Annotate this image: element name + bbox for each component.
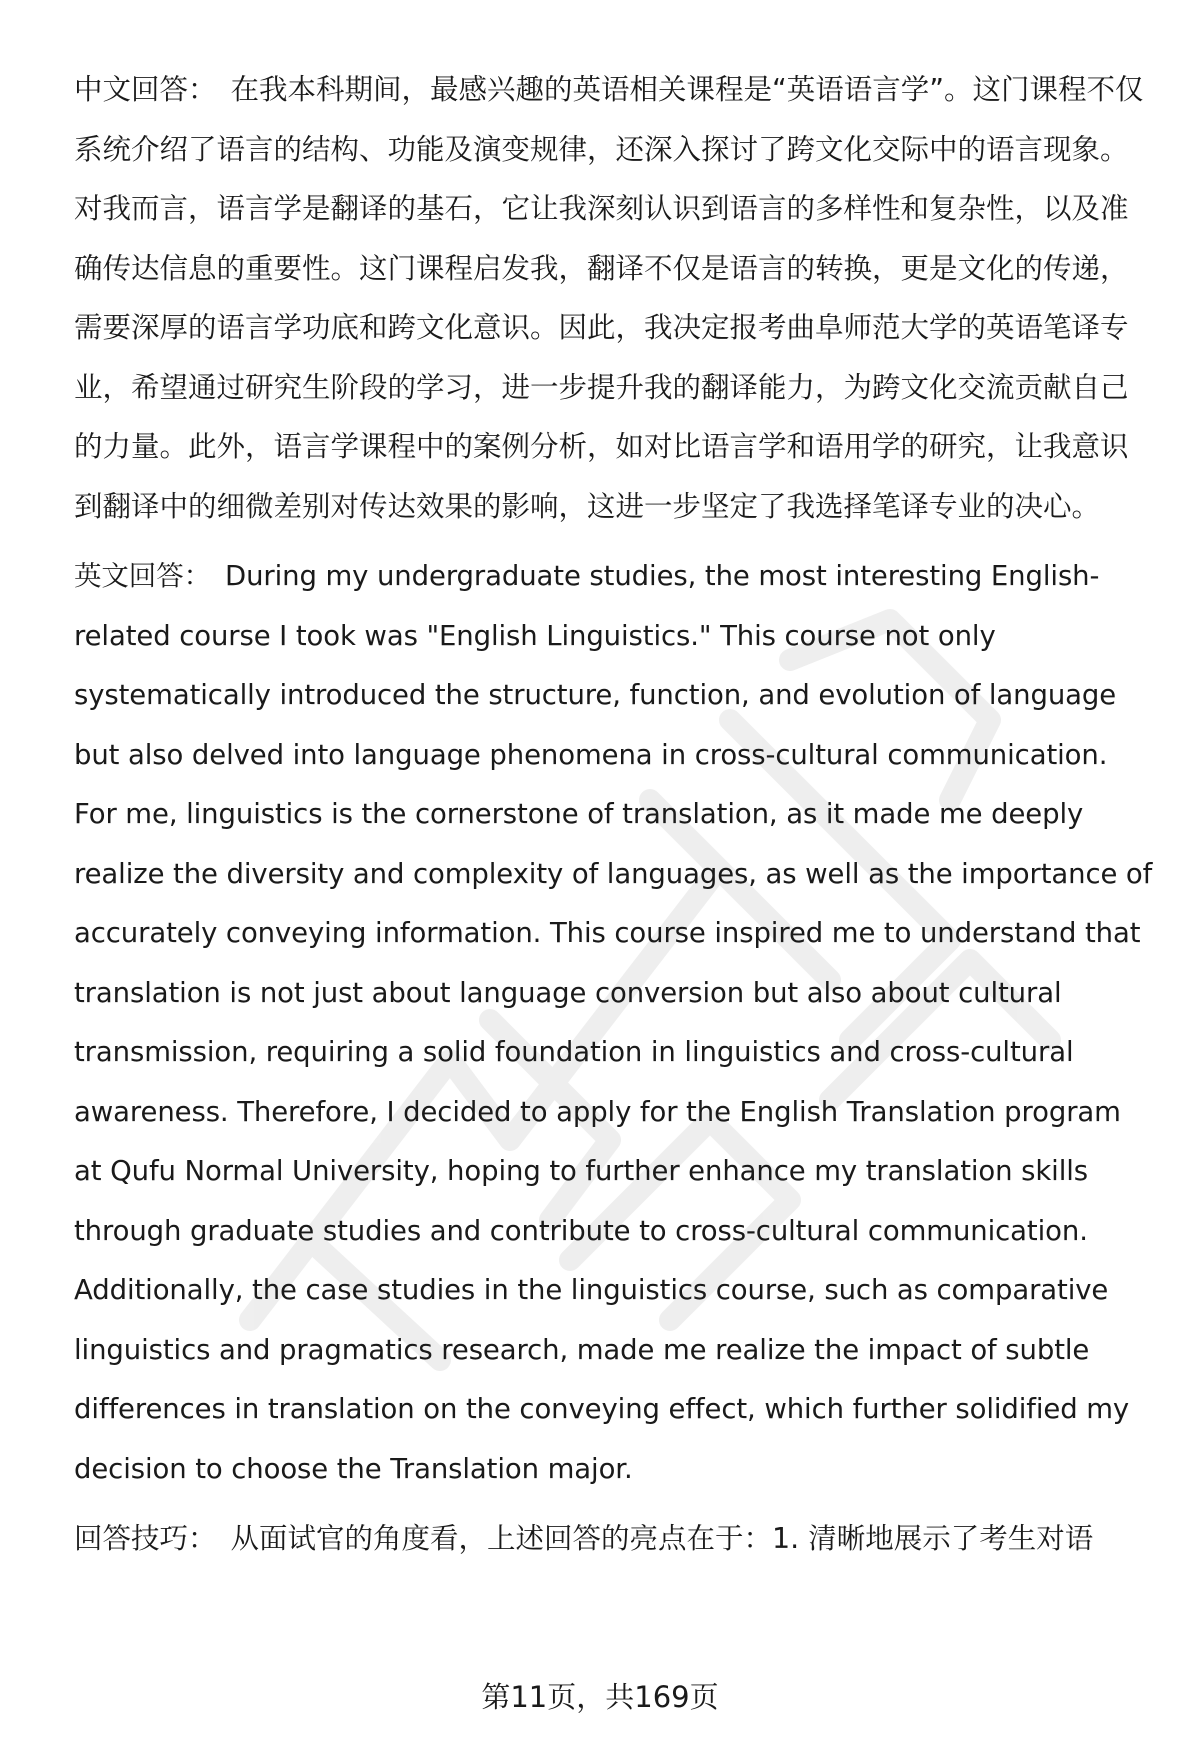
page-indicator: 第11页，共169页 [481, 1680, 719, 1714]
chinese-answer-text: 在我本科期间，最感兴趣的英语相关课程是“英语语言学”。这门课程不仅系统介绍了语言的结构、功能及演变规律，还深入探讨了跨文化交际中的语言现象。对我而言，语言学是翻译的基石，它让我深刻认识到语言的多样性和复杂性，以及准确传达信息的重要性。这门课程启发我，翻译不仅是语言的转换，更是文化的传递，需要深厚的语言学功底和跨文化意识。因此，我决定报考曲阜师范大学的英语笔译专业，希望通过研究生阶段的学习，进一步提升我的翻译能力，为跨文化交流贡献自己的力量。此外，语言学课程中的案例分析，如对比语言学和语用学的研究，让我意识到翻译中的细微差别对传达效果的影响，这进一步坚定了我选择笔译专业的决心。 [74, 73, 1144, 523]
chinese-answer-paragraph [74, 60, 1156, 536]
answer-tips-label: 回答技巧： [74, 1522, 217, 1555]
english-answer-paragraph [74, 547, 1156, 1499]
chinese-answer-label: 中文回答： [74, 73, 217, 106]
answer-tips-text: 从面试官的角度看，上述回答的亮点在于：1. 清晰地展示了考生对语 [230, 1522, 1094, 1555]
english-answer-label: 英文回答： [74, 560, 211, 592]
answer-tips-paragraph [74, 1509, 1156, 1569]
document-body [74, 60, 1156, 1569]
english-answer-text: During my undergraduate studies, the most interesting English-related course I took was "English Linguistics." This course not only systematically introduced the structure, function, and evolution of language but also delved into language phenomena in cross-cultural communication. For me, linguistics is the cornerstone of translation, as it made me deeply realize the diversity and complexity of languages, as well as the importance of accurately conveying information. This course inspired me to understand that translation is not just about language conversion but also about cultural transmission, requiring a solid foundation in linguistics and cross-cultural awareness. Therefore, I decided to apply for the English Translation program at Qufu Normal University, hoping to further enhance my translation skills through graduate studies and contribute to cross-cultural communication. Additionally, the case studies in the linguistics course, such as comparative linguistics and pragmatics research, made me realize the impact of subtle differences in translation on the conveying effect, which further solidified my decision to choose the Translation major. [74, 560, 1153, 1485]
